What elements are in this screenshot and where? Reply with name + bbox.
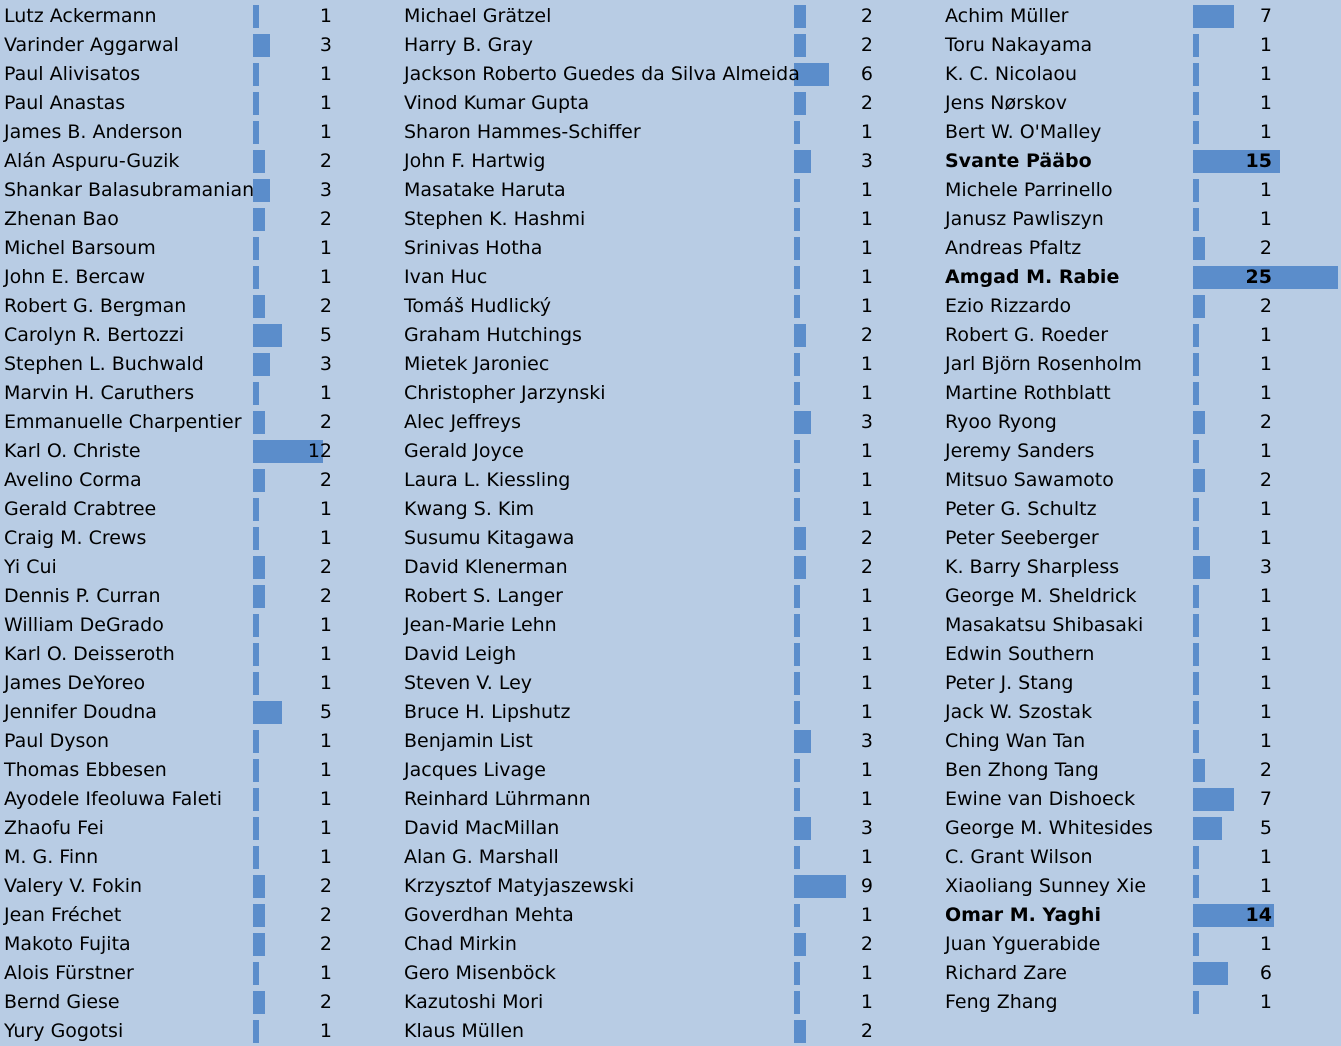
row-label: Jean-Marie Lehn <box>404 614 557 636</box>
bar <box>1193 92 1199 115</box>
row-label: Feng Zhang <box>945 991 1058 1013</box>
row-label: Gerald Crabtree <box>4 498 157 520</box>
row-label: Varinder Aggarwal <box>4 34 179 56</box>
bar <box>1193 324 1199 347</box>
bar <box>1193 469 1205 492</box>
list-item <box>0 669 1341 698</box>
list-item <box>0 901 1341 930</box>
data-label: 1 <box>319 672 332 694</box>
row-label: Tomáš Hudlický <box>404 295 552 317</box>
row-label: Karl O. Deisseroth <box>4 643 175 665</box>
list-item <box>0 60 1341 89</box>
data-label: 1 <box>860 469 873 491</box>
row-label: Jennifer Doudna <box>4 701 157 723</box>
row-label: David Leigh <box>404 643 517 665</box>
data-label: 1 <box>860 440 873 462</box>
row-label: Masakatsu Shibasaki <box>945 614 1144 636</box>
row-label: David Klenerman <box>404 556 568 578</box>
bar <box>1193 614 1199 637</box>
row-label: Toru Nakayama <box>945 34 1093 56</box>
data-label: 1 <box>860 904 873 926</box>
data-label: 15 <box>1245 150 1272 172</box>
row-label: C. Grant Wilson <box>945 846 1093 868</box>
data-label: 1 <box>319 962 332 984</box>
row-label: Paul Alivisatos <box>4 63 141 85</box>
data-label: 2 <box>319 991 332 1013</box>
bar <box>1193 5 1234 28</box>
data-label: 1 <box>1259 846 1272 868</box>
row-label: Robert G. Roeder <box>945 324 1109 346</box>
data-label: 1 <box>860 208 873 230</box>
data-label: 1 <box>319 382 332 404</box>
list-item <box>0 118 1341 147</box>
list-item <box>0 205 1341 234</box>
data-label: 2 <box>1259 469 1272 491</box>
row-label: Omar M. Yaghi <box>945 904 1101 926</box>
data-label: 2 <box>1259 411 1272 433</box>
list-item <box>0 379 1341 408</box>
list-item <box>0 466 1341 495</box>
data-label: 5 <box>319 701 332 723</box>
list-item <box>0 176 1341 205</box>
data-label: 1 <box>319 846 332 868</box>
row-label: Robert S. Langer <box>404 585 563 607</box>
bar <box>1193 411 1205 434</box>
data-label: 1 <box>319 614 332 636</box>
data-label: 6 <box>860 63 873 85</box>
bar <box>1193 933 1199 956</box>
row-label: Ayodele Ifeoluwa Faleti <box>4 788 223 810</box>
data-label: 1 <box>319 759 332 781</box>
row-label: Jeremy Sanders <box>945 440 1095 462</box>
list-item <box>0 2 1341 31</box>
bar <box>1193 382 1199 405</box>
data-label: 2 <box>860 1020 873 1042</box>
data-label: 3 <box>860 817 873 839</box>
bar <box>1193 759 1205 782</box>
data-label: 1 <box>1259 440 1272 462</box>
bar <box>1193 208 1199 231</box>
data-label: 2 <box>319 875 332 897</box>
bar <box>1193 643 1199 666</box>
row-label: Valery V. Fokin <box>4 875 143 897</box>
data-label: 1 <box>319 498 332 520</box>
row-label: Vinod Kumar Gupta <box>404 92 590 114</box>
list-item <box>0 611 1341 640</box>
row-label: Ewine van Dishoeck <box>945 788 1136 810</box>
list-item <box>0 959 1341 988</box>
data-label: 2 <box>319 208 332 230</box>
list-item <box>0 408 1341 437</box>
list-item <box>0 89 1341 118</box>
data-label: 2 <box>860 324 873 346</box>
row-label: Bernd Giese <box>4 991 120 1013</box>
list-item <box>0 1017 1341 1046</box>
data-label: 2 <box>860 5 873 27</box>
row-label: John F. Hartwig <box>404 150 546 172</box>
data-label: 1 <box>860 614 873 636</box>
data-label: 3 <box>319 179 332 201</box>
data-label: 2 <box>319 295 332 317</box>
data-label: 1 <box>860 353 873 375</box>
data-label: 2 <box>319 585 332 607</box>
bar <box>1193 295 1205 318</box>
bar <box>1193 440 1199 463</box>
row-label: Peter J. Stang <box>945 672 1074 694</box>
bar <box>1193 63 1199 86</box>
row-label: Marvin H. Caruthers <box>4 382 195 404</box>
data-label: 1 <box>1259 353 1272 375</box>
data-label: 3 <box>319 34 332 56</box>
data-label: 1 <box>1259 121 1272 143</box>
bar <box>1193 34 1199 57</box>
bar <box>1193 585 1199 608</box>
data-label: 1 <box>1259 527 1272 549</box>
data-label: 25 <box>1245 266 1272 288</box>
list-item <box>0 350 1341 379</box>
list-item <box>0 930 1341 959</box>
data-label: 1 <box>860 759 873 781</box>
row-label: Carolyn R. Bertozzi <box>4 324 184 346</box>
data-label: 2 <box>319 469 332 491</box>
bar <box>1193 498 1199 521</box>
data-label: 1 <box>319 643 332 665</box>
bar <box>1193 875 1199 898</box>
data-label: 1 <box>860 788 873 810</box>
row-label: Shankar Balasubramanian <box>4 179 255 201</box>
row-label: Christopher Jarzynski <box>404 382 606 404</box>
row-label: Dennis P. Curran <box>4 585 161 607</box>
list-item <box>0 756 1341 785</box>
bar <box>1193 556 1210 579</box>
data-label: 1 <box>1259 991 1272 1013</box>
row-label: Mietek Jaroniec <box>404 353 550 375</box>
data-label: 2 <box>319 150 332 172</box>
row-label: Laura L. Kiessling <box>404 469 571 491</box>
list-item <box>0 727 1341 756</box>
row-label: M. G. Finn <box>4 846 99 868</box>
row-label: Robert G. Bergman <box>4 295 187 317</box>
data-label: 3 <box>860 411 873 433</box>
data-label: 2 <box>1259 759 1272 781</box>
row-label: Lutz Ackermann <box>4 5 157 27</box>
data-label: 3 <box>1259 556 1272 578</box>
row-label: Peter G. Schultz <box>945 498 1097 520</box>
data-label: 1 <box>860 498 873 520</box>
row-label: Sharon Hammes-Schiffer <box>404 121 641 143</box>
list-item <box>0 553 1341 582</box>
row-label: Susumu Kitagawa <box>404 527 575 549</box>
data-label: 1 <box>860 266 873 288</box>
list-item <box>0 698 1341 727</box>
data-label: 1 <box>1259 324 1272 346</box>
data-label: 1 <box>319 730 332 752</box>
data-label: 1 <box>860 121 873 143</box>
data-label: 1 <box>860 846 873 868</box>
list-item <box>0 872 1341 901</box>
row-label: Yury Gogotsi <box>4 1020 124 1042</box>
list-item <box>0 292 1341 321</box>
data-label: 7 <box>1259 788 1272 810</box>
data-label: 12 <box>307 440 332 462</box>
row-label: Thomas Ebbesen <box>4 759 167 781</box>
row-label: Xiaoliang Sunney Xie <box>945 875 1147 897</box>
row-label: Yi Cui <box>4 556 57 578</box>
row-label: Ching Wan Tan <box>945 730 1086 752</box>
list-item <box>0 988 1341 1017</box>
data-label: 2 <box>860 527 873 549</box>
list-item <box>0 321 1341 350</box>
bar <box>1193 962 1228 985</box>
bar <box>1193 788 1234 811</box>
list-item <box>0 524 1341 553</box>
row-label: Paul Dyson <box>4 730 110 752</box>
data-label: 1 <box>319 1020 332 1042</box>
row-label: Stephen K. Hashmi <box>404 208 586 230</box>
row-label: Alan G. Marshall <box>404 846 559 868</box>
data-label: 2 <box>1259 295 1272 317</box>
data-label: 1 <box>860 179 873 201</box>
bar <box>1193 817 1222 840</box>
row-label: Ben Zhong Tang <box>945 759 1099 781</box>
row-label: Graham Hutchings <box>404 324 582 346</box>
row-label: James DeYoreo <box>4 672 146 694</box>
bar <box>1193 121 1199 144</box>
bar <box>1193 237 1205 260</box>
data-label: 1 <box>860 382 873 404</box>
data-label: 2 <box>319 904 332 926</box>
row-label: Jarl Björn Rosenholm <box>945 353 1142 375</box>
row-label: Edwin Southern <box>945 643 1095 665</box>
data-label: 3 <box>860 730 873 752</box>
row-label: Makoto Fujita <box>4 933 131 955</box>
row-label: Martine Rothblatt <box>945 382 1111 404</box>
data-label: 1 <box>319 788 332 810</box>
row-label: Karl O. Christe <box>4 440 141 462</box>
row-label: Michael Grätzel <box>404 5 552 27</box>
data-label: 1 <box>1259 614 1272 636</box>
data-label: 2 <box>860 34 873 56</box>
data-label: 1 <box>319 5 332 27</box>
data-label: 3 <box>319 353 332 375</box>
data-label: 1 <box>319 527 332 549</box>
row-label: Michele Parrinello <box>945 179 1113 201</box>
row-label: Klaus Müllen <box>404 1020 525 1042</box>
row-label: Kazutoshi Mori <box>404 991 544 1013</box>
row-label: Amgad M. Rabie <box>945 266 1120 288</box>
row-label: Ivan Huc <box>404 266 488 288</box>
data-label: 1 <box>1259 875 1272 897</box>
data-label: 2 <box>860 556 873 578</box>
data-label: 1 <box>860 701 873 723</box>
data-label: 1 <box>1259 382 1272 404</box>
row-label: Stephen L. Buchwald <box>4 353 204 375</box>
data-label: 5 <box>1259 817 1272 839</box>
row-label: David MacMillan <box>404 817 560 839</box>
data-label: 6 <box>1259 962 1272 984</box>
row-label: Gero Misenböck <box>404 962 556 984</box>
row-label: Andreas Pfaltz <box>945 237 1082 259</box>
bar <box>1193 672 1199 695</box>
row-label: Alán Aspuru-Guzik <box>4 150 180 172</box>
row-label: John E. Bercaw <box>4 266 146 288</box>
row-label: Avelino Corma <box>4 469 142 491</box>
bar <box>1193 991 1199 1014</box>
data-label: 9 <box>860 875 873 897</box>
data-label: 2 <box>319 411 332 433</box>
data-label: 1 <box>860 643 873 665</box>
data-label: 2 <box>1259 237 1272 259</box>
data-label: 7 <box>1259 5 1272 27</box>
list-item <box>0 263 1341 292</box>
bar <box>1193 846 1199 869</box>
row-label: Jacques Livage <box>404 759 546 781</box>
row-label: Jackson Roberto Guedes da Silva Almeida <box>404 63 800 85</box>
row-label: K. Barry Sharpless <box>945 556 1120 578</box>
data-label: 1 <box>319 266 332 288</box>
row-label: George M. Whitesides <box>945 817 1153 839</box>
row-label: Bruce H. Lipshutz <box>404 701 571 723</box>
data-label: 1 <box>319 92 332 114</box>
data-label: 1 <box>1259 643 1272 665</box>
data-label: 1 <box>1259 672 1272 694</box>
bar <box>1193 701 1199 724</box>
row-label: Steven V. Ley <box>404 672 533 694</box>
data-label: 2 <box>860 933 873 955</box>
data-label: 1 <box>860 962 873 984</box>
row-label: Chad Mirkin <box>404 933 517 955</box>
data-label: 1 <box>319 817 332 839</box>
bar <box>1193 353 1199 376</box>
row-label: Masatake Haruta <box>404 179 566 201</box>
data-label: 1 <box>1259 34 1272 56</box>
row-label: Kwang S. Kim <box>404 498 535 520</box>
row-label: Jens Nørskov <box>945 92 1068 114</box>
data-label: 1 <box>860 295 873 317</box>
row-label: Alec Jeffreys <box>404 411 522 433</box>
data-label: 1 <box>1259 933 1272 955</box>
row-label: Richard Zare <box>945 962 1067 984</box>
data-label: 2 <box>860 92 873 114</box>
list-item <box>0 234 1341 263</box>
bar <box>1193 527 1199 550</box>
row-label: Jack W. Szostak <box>945 701 1093 723</box>
list-item <box>0 785 1341 814</box>
data-label: 1 <box>860 672 873 694</box>
row-label: Benjamin List <box>404 730 533 752</box>
row-label: William DeGrado <box>4 614 164 636</box>
data-label: 1 <box>319 237 332 259</box>
row-label: Svante Pääbo <box>945 150 1092 172</box>
data-label: 1 <box>319 63 332 85</box>
row-label: Zhenan Bao <box>4 208 119 230</box>
row-label: Janusz Pawliszyn <box>945 208 1104 230</box>
data-label: 14 <box>1245 904 1272 926</box>
row-label: George M. Sheldrick <box>945 585 1137 607</box>
data-label: 1 <box>1259 730 1272 752</box>
list-item <box>0 495 1341 524</box>
row-label: Paul Anastas <box>4 92 126 114</box>
data-label: 2 <box>319 933 332 955</box>
data-label: 3 <box>860 150 873 172</box>
bar <box>1193 179 1199 202</box>
list-item <box>0 147 1341 176</box>
data-label: 1 <box>1259 63 1272 85</box>
row-label: Alois Fürstner <box>4 962 134 984</box>
list-item <box>0 814 1341 843</box>
bar <box>794 1020 806 1043</box>
row-label: Goverdhan Mehta <box>404 904 574 926</box>
data-label: 1 <box>860 585 873 607</box>
row-label: Peter Seeberger <box>945 527 1099 549</box>
data-label: 1 <box>1259 585 1272 607</box>
row-label: Emmanuelle Charpentier <box>4 411 242 433</box>
list-item <box>0 843 1341 872</box>
row-label: Mitsuo Sawamoto <box>945 469 1114 491</box>
row-label: Ryoo Ryong <box>945 411 1057 433</box>
data-label: 5 <box>319 324 332 346</box>
row-label: Zhaofu Fei <box>4 817 104 839</box>
row-label: Craig M. Crews <box>4 527 147 549</box>
data-label: 1 <box>1259 179 1272 201</box>
list-item <box>0 640 1341 669</box>
row-label: Harry B. Gray <box>404 34 534 56</box>
list-item <box>0 437 1341 466</box>
data-label: 1 <box>1259 701 1272 723</box>
row-label: Reinhard Lührmann <box>404 788 591 810</box>
row-label: Achim Müller <box>945 5 1069 27</box>
row-label: Ezio Rizzardo <box>945 295 1072 317</box>
data-label: 1 <box>860 237 873 259</box>
row-label: James B. Anderson <box>4 121 183 143</box>
data-label: 1 <box>1259 208 1272 230</box>
data-label: 1 <box>319 121 332 143</box>
data-label: 2 <box>319 556 332 578</box>
bar <box>1193 730 1199 753</box>
row-label: Bert W. O'Malley <box>945 121 1102 143</box>
row-label: Juan Yguerabide <box>945 933 1101 955</box>
row-label: Jean Fréchet <box>4 904 122 926</box>
list-item <box>0 31 1341 60</box>
row-label: K. C. Nicolaou <box>945 63 1078 85</box>
data-label: 1 <box>1259 92 1272 114</box>
data-label: 1 <box>1259 498 1272 520</box>
list-item <box>0 582 1341 611</box>
row-label: Michel Barsoum <box>4 237 156 259</box>
row-label: Gerald Joyce <box>404 440 524 462</box>
data-label: 1 <box>860 991 873 1013</box>
row-label: Krzysztof Matyjaszewski <box>404 875 635 897</box>
row-label: Srinivas Hotha <box>404 237 543 259</box>
